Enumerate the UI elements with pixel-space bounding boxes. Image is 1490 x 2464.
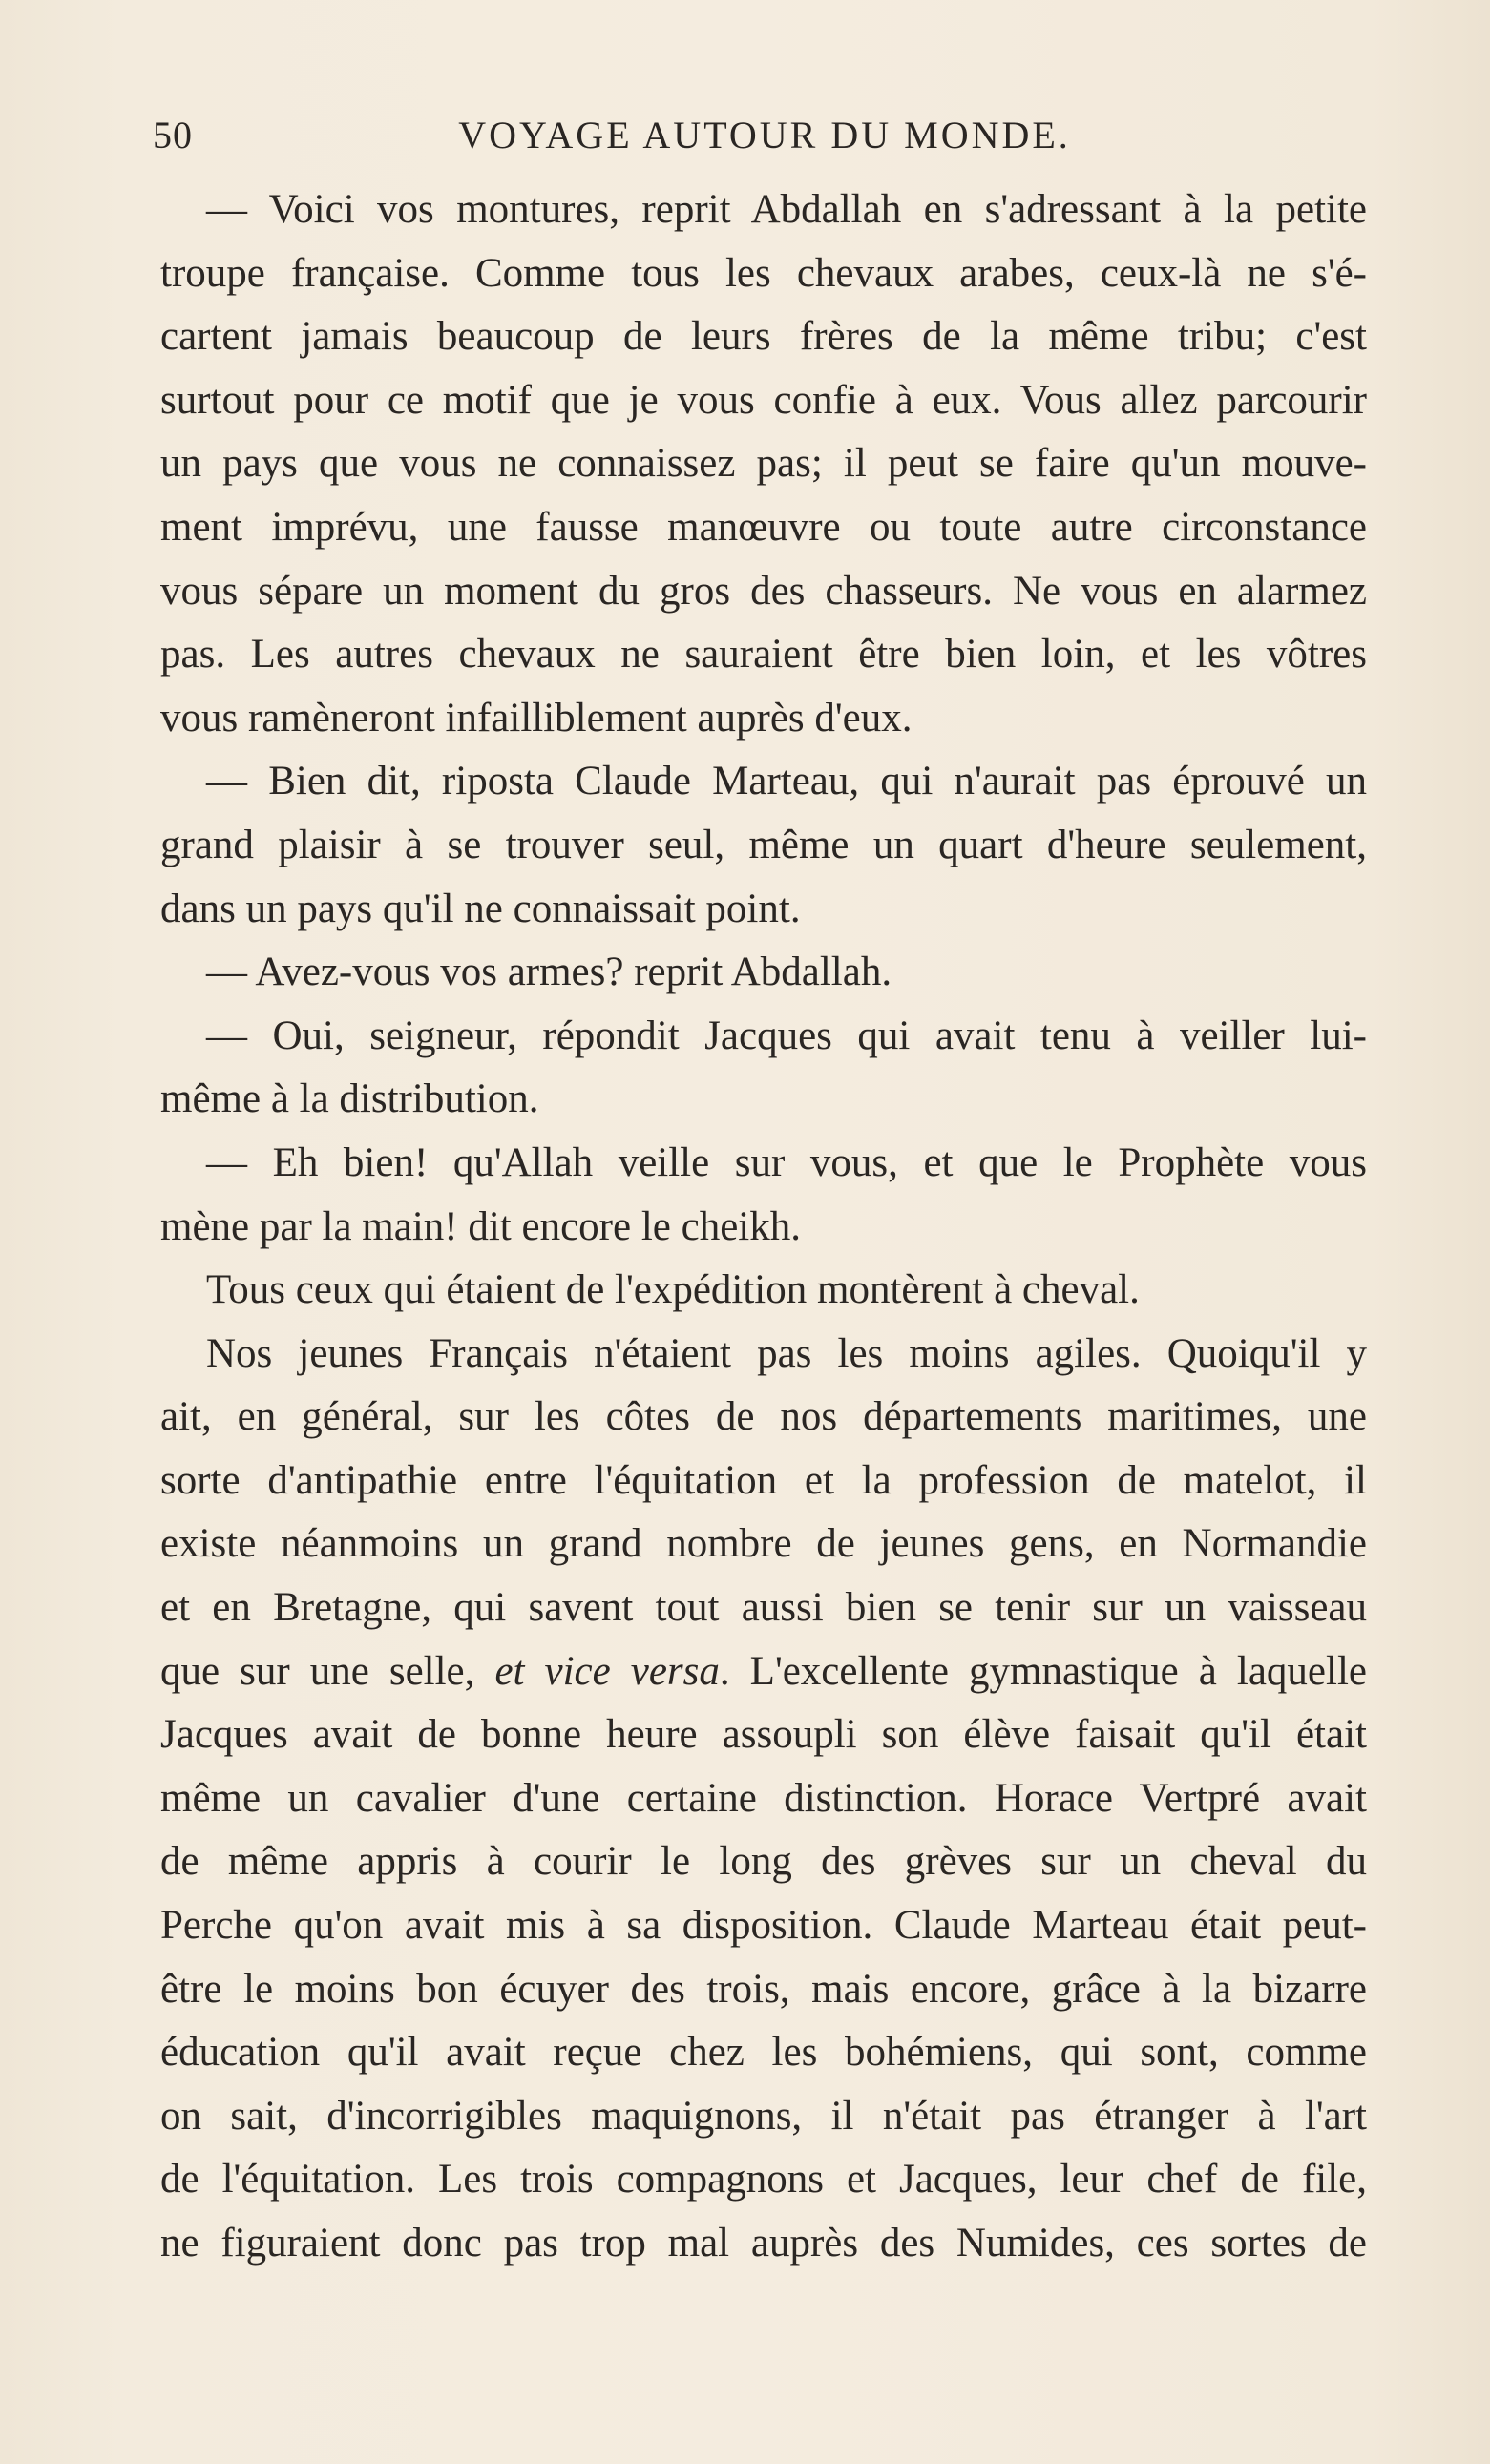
italic-phrase: et vice versa (494, 1648, 720, 1694)
text-line-content: Perche qu'on avait mis à sa disposition. Claude Marteau était peut- (160, 1903, 1367, 1949)
page-header (153, 113, 1376, 170)
text-line (160, 941, 1367, 1005)
text-line (160, 878, 1367, 942)
text-line (160, 814, 1367, 878)
text-line-content: éducation qu'il avait reçue chez les bohémiens, qui sont, comme (160, 2030, 1367, 2076)
text-line-content: mène par la main! dit encore le cheikh. (160, 1203, 801, 1249)
text-line (160, 687, 1367, 751)
text-line-content: — Voici vos montures, reprit Abdallah en s'adressant à la petite (206, 187, 1367, 232)
page-number: 50 (153, 114, 193, 157)
text-line (160, 2085, 1367, 2149)
text-line-content: même un cavalier d'une certaine distinction. Horace Vertpré avait (160, 1775, 1367, 1821)
text-line (160, 2148, 1367, 2212)
text-line (160, 1640, 1367, 1704)
text-line-content: existe néanmoins un grand nombre de jeunes gens, en Normandie (160, 1521, 1367, 1567)
text-line (160, 560, 1367, 624)
text-line-content: ment imprévu, une fausse manœuvre ou toute autre circonstance (160, 504, 1367, 550)
text-line (160, 1132, 1367, 1196)
text-line-content: de l'équitation. Les trois compagnons et Jacques, leur chef de file, (160, 2157, 1367, 2203)
text-line-continuation: . L'excellente gymnastique à laquelle (719, 1648, 1367, 1694)
text-line (160, 1513, 1367, 1577)
text-line (160, 1196, 1367, 1260)
text-line-content: — Oui, seigneur, répondit Jacques qui avait tenu à veiller lui- (206, 1013, 1367, 1058)
text-line-content: — Bien dit, riposta Claude Marteau, qui n'aurait pas éprouvé un (206, 759, 1367, 804)
text-line-content: de même appris à courir le long des grèves sur un cheval du (160, 1839, 1367, 1885)
text-line-content: Jacques avait de bonne heure assoupli son élève faisait qu'il était (160, 1712, 1367, 1758)
text-line-content: même à la distribution. (160, 1076, 539, 1122)
running-title: VOYAGE AUTOUR DU MONDE. (458, 114, 1071, 157)
text-line (160, 1323, 1367, 1387)
text-line (160, 623, 1367, 687)
text-line-content: être le moins bon écuyer des trois, mais encore, grâce à la bizarre (160, 1966, 1367, 2012)
text-line-content: sorte d'antipathie entre l'équitation et la profession de matelot, il (160, 1457, 1367, 1503)
text-line-content: ne figuraient donc pas trop mal auprès des Numides, ces sortes de (160, 2221, 1367, 2266)
text-line (160, 369, 1367, 433)
text-line-content: Nos jeunes Français n'étaient pas les moins agiles. Quoiqu'il y (206, 1330, 1367, 1376)
text-line (160, 496, 1367, 560)
text-line-content: on sait, d'incorrigibles maquignons, il n'était pas étranger à l'art (160, 2093, 1367, 2139)
text-line-content: et en Bretagne, qui savent tout aussi bien se tenir sur un vaisseau (160, 1585, 1367, 1631)
text-line (160, 242, 1367, 306)
text-line (160, 178, 1367, 242)
text-line (160, 1005, 1367, 1069)
text-line (160, 750, 1367, 814)
text-line (160, 2021, 1367, 2085)
text-line (160, 305, 1367, 369)
text-line-content: dans un pays qu'il ne connaissait point. (160, 886, 801, 931)
text-line (160, 1386, 1367, 1450)
text-line-content: Tous ceux qui étaient de l'expédition montèrent à cheval. (206, 1267, 1140, 1313)
text-line-content: — Eh bien! qu'Allah veille sur vous, et que le Prophète vous (206, 1139, 1367, 1185)
text-line-content: que sur une selle, (160, 1648, 495, 1694)
text-line-content: cartent jamais beaucoup de leurs frères de la même tribu; c'est (160, 314, 1367, 360)
text-line (160, 1894, 1367, 1958)
text-line (160, 1450, 1367, 1514)
text-line-content: grand plaisir à se trouver seul, même un quart d'heure seulement, (160, 822, 1367, 867)
text-line (160, 1259, 1367, 1323)
text-line-content: un pays que vous ne connaissez pas; il peut se faire qu'un mouve- (160, 441, 1367, 487)
text-line-content: pas. Les autres chevaux ne sauraient être bien loin, et les vôtres (160, 632, 1367, 678)
text-line (160, 1068, 1367, 1132)
text-line-content: troupe française. Comme tous les chevaux arabes, ceux-là ne s'é- (160, 250, 1367, 296)
text-line-content: vous ramèneront infailliblement auprès d'eux. (160, 695, 913, 741)
text-line-content: ait, en général, sur les côtes de nos départements maritimes, une (160, 1394, 1367, 1440)
text-line (160, 1767, 1367, 1831)
text-line-content: surtout pour ce motif que je vous confie à eux. Vous allez parcourir (160, 377, 1367, 423)
text-line (160, 1830, 1367, 1894)
text-line (160, 1958, 1367, 2022)
text-line (160, 2212, 1367, 2276)
body-text (160, 178, 1367, 2276)
text-line (160, 432, 1367, 496)
text-line-content: vous sépare un moment du gros des chasseurs. Ne vous en alarmez (160, 568, 1367, 614)
text-line (160, 1577, 1367, 1640)
text-line (160, 1703, 1367, 1767)
text-line-content: — Avez-vous vos armes? reprit Abdallah. (206, 950, 892, 995)
